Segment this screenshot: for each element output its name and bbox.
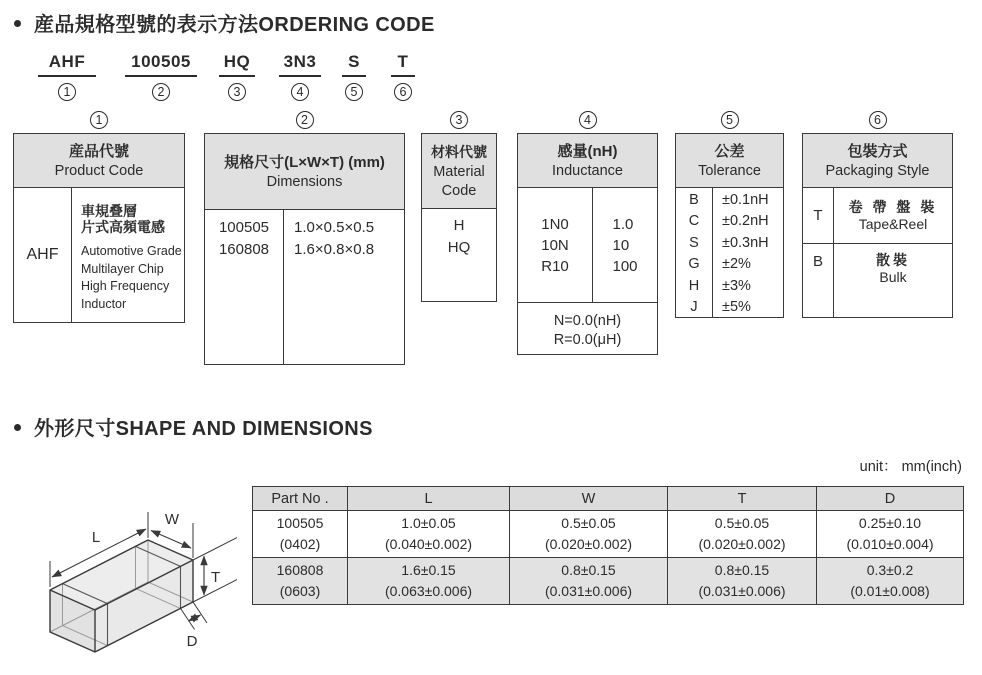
value-inch: (0.01±0.008) — [850, 583, 930, 599]
material-code: HQ — [447, 239, 471, 256]
inductance-value: 10 — [612, 236, 630, 254]
value-inch: (0603) — [279, 583, 321, 599]
packaging-desc — [834, 244, 952, 317]
packaging-zh: 散裝 — [876, 252, 910, 268]
ordering-code-section-title — [14, 8, 435, 37]
tolerance-value: ±2% — [722, 256, 751, 273]
product-code-value: AHF — [14, 188, 72, 322]
packaging-zh: 卷 帶 盤 裝 — [848, 198, 938, 215]
inductance-codes — [518, 188, 593, 302]
packaging-desc — [834, 188, 952, 243]
value-inch: (0.010±0.004) — [846, 536, 934, 552]
cell-l — [348, 511, 510, 558]
desc-zh-line: 車規叠層 — [81, 203, 137, 219]
box-product-code-header — [14, 134, 184, 188]
cell-part — [253, 511, 348, 558]
circled-number-icon: 6 — [869, 111, 887, 129]
box-product-code-frame — [13, 133, 185, 323]
box-material-body — [422, 209, 496, 301]
table-row — [253, 511, 964, 558]
value-mm: 100505 — [276, 515, 324, 531]
dim-label-t: T — [211, 569, 221, 586]
cell-t — [668, 558, 817, 605]
value-mm: 0.8±0.15 — [714, 562, 770, 578]
code-value: HQ — [219, 52, 255, 77]
circled-number-icon: 3 — [228, 83, 246, 101]
dim-label-w: W — [164, 511, 180, 528]
packaging-row-tape — [803, 188, 952, 244]
header-en: Material — [433, 163, 485, 180]
circled-number-icon: 1 — [58, 83, 76, 101]
header-en: Dimensions — [266, 173, 343, 190]
header-en: Code — [441, 182, 477, 199]
inductance-code: 10N — [541, 236, 569, 254]
desc-en-line: Multilayer Chip — [81, 261, 164, 276]
header-zh: 産品代號 — [68, 142, 129, 160]
inductance-notes — [518, 303, 657, 354]
cell-t — [668, 511, 817, 558]
inductance-value: 1.0 — [612, 215, 634, 233]
value-inch: (0402) — [279, 536, 321, 552]
cell-w — [510, 511, 668, 558]
tolerance-code: G — [688, 256, 700, 273]
tolerance-code: B — [689, 192, 699, 208]
code-value: S — [342, 52, 366, 77]
code-value: 100505 — [125, 52, 197, 77]
inductance-note: R=0.0(μH) — [553, 332, 622, 348]
shape-dimensions-title-text: 外形尺寸SHAPE AND DIMENSIONS — [34, 418, 373, 440]
material-code: H — [453, 217, 465, 234]
header-en: Tolerance — [698, 162, 761, 179]
box-inductance-frame — [517, 133, 658, 355]
header-en: Inductance — [552, 162, 623, 179]
dim-label-d: D — [186, 633, 198, 650]
cell-w — [510, 558, 668, 605]
box-packaging — [802, 111, 953, 318]
value-inch: (0.040±0.002) — [384, 536, 473, 552]
circled-number-icon: 1 — [90, 111, 108, 129]
value-mm: 0.5±0.05 — [561, 515, 616, 531]
tolerance-values — [713, 188, 783, 318]
code-segment-tolerance — [342, 52, 366, 101]
tolerance-codes — [676, 188, 713, 318]
box-material-header — [422, 134, 496, 209]
value-mm: 1.0±0.05 — [401, 515, 456, 531]
box-tolerance-frame — [675, 133, 784, 318]
box-material-code — [421, 111, 497, 302]
dimension-value: 1.6×0.8×0.8 — [294, 241, 375, 258]
box-inductance-body — [518, 188, 657, 303]
value-inch: (0.063±0.006) — [384, 583, 473, 599]
ordering-code-title-text: 産品規格型號的表示方法ORDERING CODE — [34, 14, 435, 36]
box-dimensions-body — [205, 210, 404, 364]
tolerance-code: S — [689, 234, 699, 251]
circled-number-icon: 2 — [152, 83, 170, 101]
circled-number-icon: 5 — [345, 83, 363, 101]
col-header-w: W — [510, 487, 668, 511]
product-code-description — [72, 188, 184, 322]
box-packaging-header — [803, 134, 952, 188]
cell-part — [253, 558, 348, 605]
box-product-code — [13, 111, 185, 323]
circled-number-icon: 6 — [394, 83, 412, 101]
dimensions-table — [252, 486, 964, 605]
table-header-row — [253, 487, 964, 511]
table-row — [253, 558, 964, 605]
packaging-code: B — [803, 244, 834, 317]
col-header-l: L — [348, 487, 510, 511]
circled-number-icon: 3 — [450, 111, 468, 129]
desc-zh-line: 片式高頻電感 — [81, 219, 165, 235]
col-header-part-no: Part No . — [253, 487, 348, 511]
code-segment-inductance — [279, 52, 321, 101]
value-inch: (0.020±0.002) — [698, 536, 786, 552]
code-value: AHF — [38, 52, 96, 77]
box-dimensions-frame — [204, 133, 405, 365]
col-header-d: D — [817, 487, 964, 511]
value-mm: 1.6±0.15 — [401, 562, 456, 578]
box-tolerance — [675, 111, 784, 318]
value-mm: 0.25±0.10 — [858, 515, 922, 531]
code-segment-size — [125, 52, 197, 101]
tolerance-value: ±0.3nH — [722, 234, 769, 251]
dimension-codes — [205, 210, 284, 364]
inductance-note: N=0.0(nH) — [553, 313, 622, 329]
code-segment-packaging — [391, 52, 415, 101]
box-dimensions — [204, 111, 405, 365]
value-inch: (0.031±0.006) — [698, 583, 786, 599]
box-tolerance-body — [676, 188, 783, 318]
dimension-values — [284, 210, 404, 364]
header-zh: 包裝方式 — [847, 142, 908, 160]
cell-l — [348, 558, 510, 605]
code-value: T — [391, 52, 415, 77]
tolerance-code: C — [688, 213, 700, 230]
header-zh: 公差 — [714, 142, 745, 160]
header-zh: 規格尺寸(L×W×T) (mm) — [224, 153, 385, 171]
code-value: 3N3 — [279, 52, 321, 77]
chip-dimension-drawing — [8, 510, 258, 670]
shape-dimensions-section-title — [14, 412, 373, 441]
cell-d — [817, 511, 964, 558]
bullet-icon — [14, 20, 21, 27]
box-inductance — [517, 111, 658, 355]
circled-number-icon: 2 — [296, 111, 314, 129]
desc-en-line: Automotive Grade — [81, 244, 182, 258]
desc-en-line: High Frequency — [81, 279, 170, 293]
value-mm: 160808 — [276, 562, 324, 578]
cell-d — [817, 558, 964, 605]
box-tolerance-header — [676, 134, 783, 188]
value-inch: (0.031±0.006) — [544, 583, 633, 599]
tolerance-code: H — [688, 277, 700, 294]
code-segment-product — [38, 52, 96, 101]
tolerance-value: ±0.1nH — [722, 192, 769, 208]
desc-en-line: Inductor — [81, 296, 127, 311]
dimension-value: 1.0×0.5×0.5 — [294, 219, 375, 236]
box-inductance-header — [518, 134, 657, 188]
circled-number-icon: 4 — [579, 111, 597, 129]
col-header-t: T — [668, 487, 817, 511]
value-mm: 0.5±0.05 — [714, 515, 770, 531]
unit-label: unit： mm(inch) — [859, 459, 962, 475]
box-material-frame — [421, 133, 497, 302]
inductance-code: 1N0 — [541, 215, 569, 233]
header-en: Packaging Style — [825, 162, 930, 179]
packaging-row-bulk — [803, 244, 952, 317]
dim-d-arrow — [189, 615, 201, 621]
box-dimensions-header — [205, 134, 404, 210]
header-en: Product Code — [54, 162, 144, 179]
header-zh: 材料代號 — [431, 143, 487, 160]
dimension-code: 100505 — [218, 219, 270, 236]
inductance-values — [593, 188, 657, 302]
box-packaging-frame — [802, 133, 953, 318]
circled-number-icon: 4 — [291, 83, 309, 101]
tolerance-value: ±5% — [722, 299, 751, 316]
dim-label-l: L — [91, 529, 101, 546]
tolerance-value: ±0.2nH — [722, 213, 769, 230]
bullet-icon — [14, 424, 21, 431]
packaging-en: Tape&Reel — [858, 215, 928, 232]
inductance-code: R10 — [541, 257, 569, 275]
packaging-en: Bulk — [879, 269, 907, 285]
circled-number-icon: 5 — [721, 111, 739, 129]
header-zh: 感量(nH) — [557, 142, 618, 160]
box-product-code-body — [14, 188, 184, 322]
tolerance-value: ±3% — [722, 277, 751, 294]
tolerance-code: J — [690, 299, 698, 316]
code-segment-material — [219, 52, 255, 101]
value-mm: 0.3±0.2 — [866, 562, 914, 578]
dimension-code: 160808 — [218, 241, 270, 258]
value-inch: (0.020±0.002) — [544, 536, 633, 552]
inductance-value: 100 — [612, 257, 638, 275]
value-mm: 0.8±0.15 — [561, 562, 616, 578]
packaging-code: T — [803, 188, 834, 243]
